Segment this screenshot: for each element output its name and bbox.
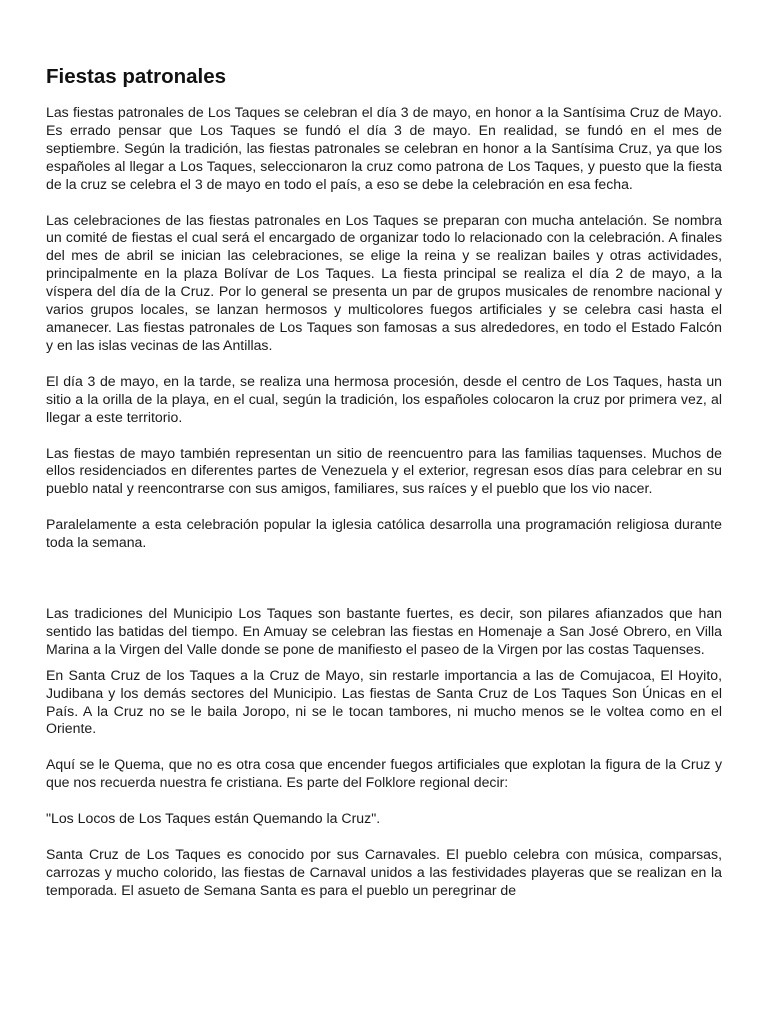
paragraph-procesion: El día 3 de mayo, en la tarde, se realiza una hermosa procesión, desde el centro de Los Taques, hasta un sitio a la orilla de la playa, en el cual, según la tradición, los españoles colocaron la cruz por primera vez, al llegar a este territorio. <box>46 372 722 425</box>
paragraph-tradiciones: Las tradiciones del Municipio Los Taques son bastante fuertes, es decir, son pilares afianzados que han sentido las batidas del tiempo. En Amuay se celebran las fiestas en Homenaje a San José Obrero, en Villa Marina a la Virgen del Valle donde se pone de manifiesto el paseo de la Virgen por las costas Taquenses. <box>46 605 722 657</box>
paragraph-celebraciones: Las celebraciones de las fiestas patronales en Los Taques se preparan con mucha antelación. Se nombra un comité de fiestas el cual será el encargado de organizar todo lo relacionado con la celebración. A finales del mes de abril se inician las celebraciones, se elige la reina y se realizan bailes y otras actividades, principalmente en la plaza Bolívar de Los Taques. La fiesta principal se realiza el día 2 de mayo, a la víspera del día de la Cruz. Por lo general se presenta un par de grupos musicales de renombre nacional y varios grupos locales, se lanzan hermosos y multicolores fuegos artificiales y se celebra casi hasta el amanecer. Las fiestas patronales de Los Taques son famosas a sus alrededores, en todo el Estado Falcón y en las islas vecinas de las Antillas. <box>46 211 722 353</box>
paragraph-quema: Aquí se le Quema, que no es otra cosa que encender fuegos artificiales que explotan la figura de la Cruz y que nos recuerda nuestra fe cristiana. Es parte del Folklore regional decir: <box>46 756 722 791</box>
paragraph-carnavales: Santa Cruz de Los Taques es conocido por sus Carnavales. El pueblo celebra con música, comparsas, carrozas y mucho colorido, las fiestas de Carnaval unidos a las festividades playeras que se realizan en la temporada. El asueto de Semana Santa es para el pueblo un peregrinar de <box>46 846 722 898</box>
paragraph-fecha: Las fiestas patronales de Los Taques se celebran el día 3 de mayo, en honor a la Santísima Cruz de Mayo. Es errado pensar que Los Taques se fundó el día 3 de mayo. En realidad, se fundó en el mes de septiembre. Según la tradición, las fiestas patronales se celebran en honor a la Santísima Cruz, ya que los españoles al llegar a Los Taques, seleccionaron la cruz como patrona de Los Taques, y puesto que la fiesta de la cruz se celebra el 3 de mayo en todo el país, a eso se debe la celebración en esa fecha. <box>46 104 722 192</box>
paragraph-santa-cruz: En Santa Cruz de los Taques a la Cruz de Mayo, sin restarle importancia a las de Comujacoa, El Hoyito, Judibana y los demás sectores del Municipio. Las fiestas de Santa Cruz de Los Taques Son Únicas en el País. A la Cruz no se le baila Joropo, ni se le tocan tambores, ni mucho menos se le voltea como en el Oriente. <box>46 666 722 737</box>
paragraph-reencuentro: Las fiestas de mayo también representan un sitio de reencuentro para las familias taquenses. Muchos de ellos residenciados en diferentes partes de Venezuela y el exterior, regresan esos días para celebrar en su pueblo natal y reencontrarse con sus amigos, familiares, sus raíces y el pueblo que los vio nacer. <box>46 444 722 497</box>
document-page <box>46 64 722 918</box>
section-gap <box>46 570 722 605</box>
paragraph-quote: "Los Locos de Los Taques están Quemando la Cruz". <box>46 810 381 827</box>
page-title: Fiestas patronales <box>46 65 227 88</box>
paragraph-programacion-religiosa: Paralelamente a esta celebración popular la iglesia católica desarrolla una programación religiosa durante toda la semana. <box>46 516 722 551</box>
